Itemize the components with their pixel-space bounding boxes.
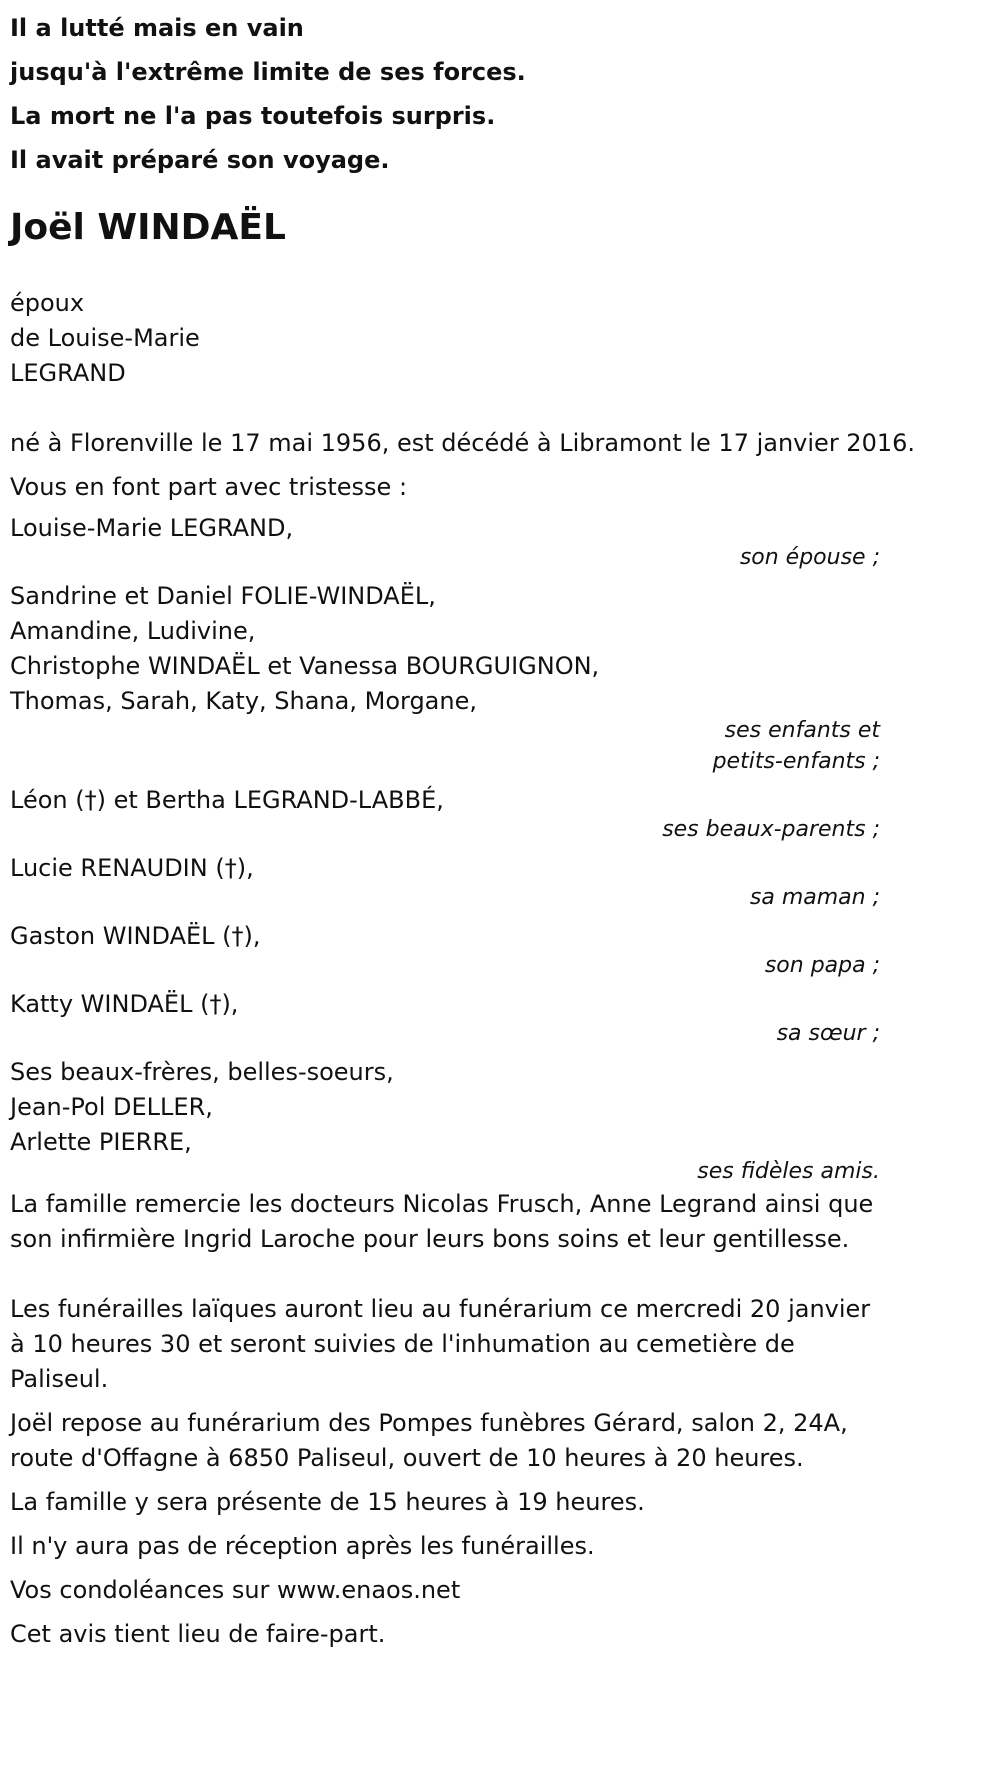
family-name: Arlette PIERRE, [10, 1128, 192, 1156]
family-group [10, 851, 880, 913]
spouse-line: LEGRAND [10, 359, 126, 387]
notice-text: Cet avis tient lieu de faire-part. [10, 1620, 386, 1648]
poem [10, 0, 880, 182]
family-name: Léon (†) et Bertha LEGRAND-LABBÉ, [10, 786, 444, 814]
resting-paragraph: Joël repose au funérarium des Pompes funèbres Gérard, salon 2, 24A, route d'Offagne à 6850 Paliseul, ouvert de 10 heures à 20 heures. [10, 1409, 848, 1472]
family-relation: son épouse ; [739, 545, 880, 570]
family-name: Louise-Marie LEGRAND, [10, 514, 294, 542]
family-group [10, 919, 880, 981]
family-group [10, 987, 880, 1049]
spouse-line: de Louise-Marie [10, 324, 200, 352]
funeral-paragraph: Les funérailles laïques auront lieu au funérarium ce mercredi 20 janvier à 10 heures 30 et seront suivies de l'inhumation au cemetière de Paliseul. [10, 1295, 871, 1393]
family-name: Christophe WINDAËL et Vanessa BOURGUIGNON, [10, 652, 600, 680]
spouse-info [10, 286, 880, 391]
family-name: Ses beaux-frères, belles-soeurs, [10, 1058, 394, 1086]
family-relation: ses enfants et [724, 718, 880, 743]
condolences-text: Vos condoléances sur www.enaos.net [10, 1576, 461, 1604]
presence-text: La famille y sera présente de 15 heures à 19 heures. [10, 1488, 645, 1516]
announce-text: Vous en font part avec tristesse : [10, 473, 408, 501]
family-relation: sa sœur ; [776, 1021, 880, 1046]
family-group [10, 1055, 880, 1187]
family-relation: sa maman ; [749, 885, 880, 910]
family-name: Katty WINDAËL (†), [10, 990, 239, 1018]
deceased-name: Joël WINDAËL [10, 207, 286, 248]
family-group [10, 511, 880, 573]
family-name: Lucie RENAUDIN (†), [10, 854, 254, 882]
family-relation: ses fidèles amis. [697, 1159, 880, 1184]
family-name: Thomas, Sarah, Katy, Shana, Morgane, [10, 687, 477, 715]
poem-line: Il avait préparé son voyage. [10, 146, 390, 174]
reception-text: Il n'y aura pas de réception après les funérailles. [10, 1532, 595, 1560]
family-relation: ses beaux-parents ; [662, 817, 880, 842]
family-group [10, 783, 880, 845]
family-name: Amandine, Ludivine, [10, 617, 256, 645]
poem-line: jusqu'à l'extrême limite de ses forces. [10, 58, 526, 86]
obituary-notice [10, 0, 916, 1652]
family-name: Gaston WINDAËL (†), [10, 922, 261, 950]
poem-line: Il a lutté mais en vain [10, 14, 304, 42]
poem-line: La mort ne l'a pas toutefois surpris. [10, 102, 496, 130]
family-name: Jean-Pol DELLER, [10, 1093, 213, 1121]
thanks-paragraph: La famille remercie les docteurs Nicolas Frusch, Anne Legrand ainsi que son infirmière Ingrid Laroche pour leurs bons soins et leur gentillesse. [10, 1190, 874, 1253]
family-name: Sandrine et Daniel FOLIE-WINDAËL, [10, 582, 436, 610]
spouse-line: époux [10, 289, 85, 317]
family-relation: son papa ; [764, 953, 880, 978]
family-relation: petits-enfants ; [712, 749, 880, 774]
birth-death: né à Florenville le 17 mai 1956, est décédé à Libramont le 17 janvier 2016. [10, 429, 916, 457]
family-group [10, 579, 880, 777]
